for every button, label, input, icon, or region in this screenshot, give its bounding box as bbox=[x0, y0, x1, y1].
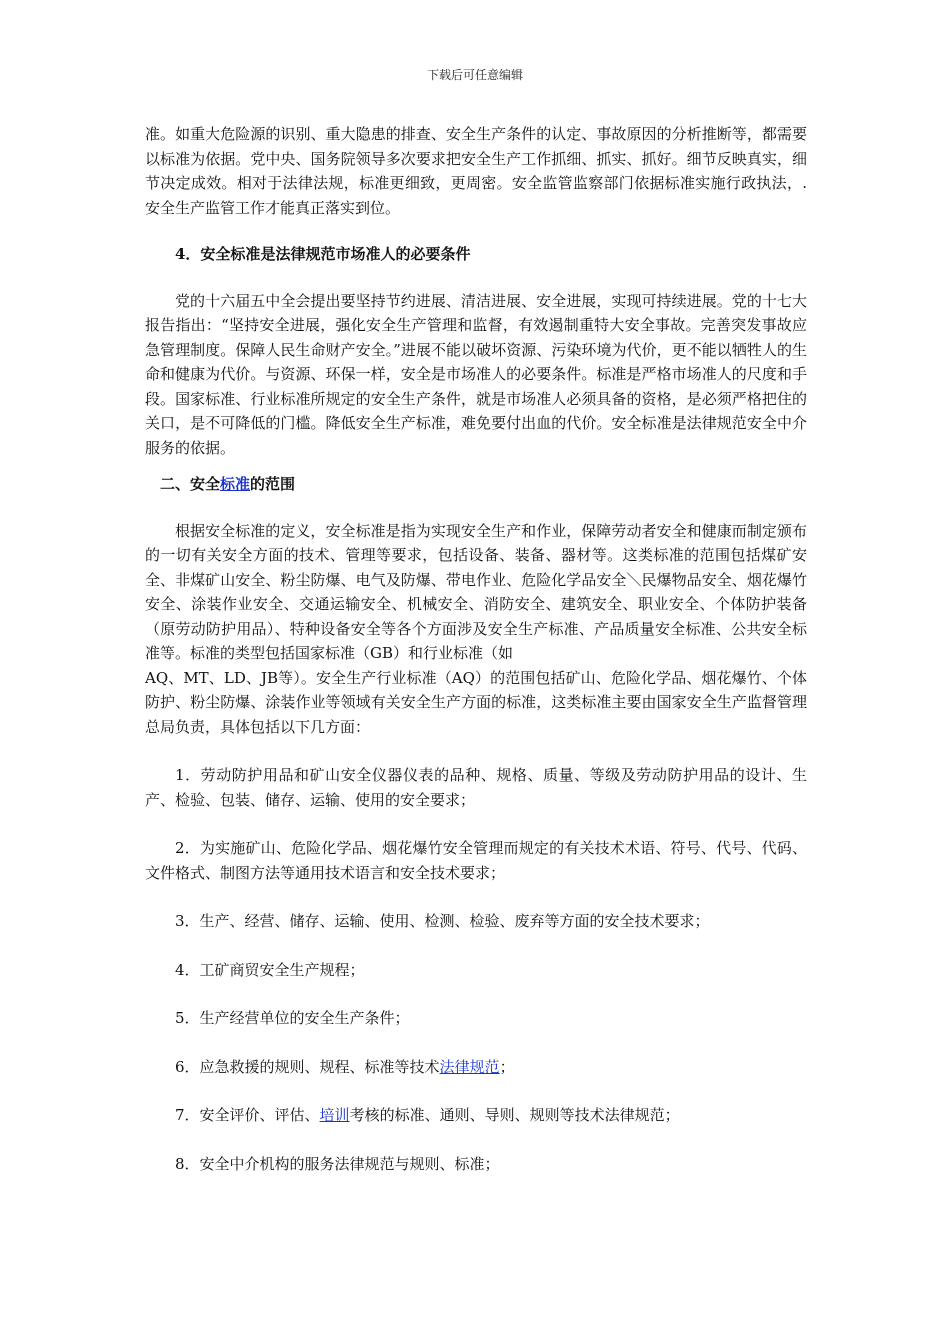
list-item-7-suffix: 考核的标准、通则、导则、规则等技术法律规范； bbox=[349, 1106, 680, 1124]
list-item-2: 2．为实施矿山、危险化学品、烟花爆竹安全管理而规定的有关技术术语、符号、代号、代码、文件格式、制图方法等通用技术语言和安全技术要求； bbox=[145, 839, 807, 882]
heading-prefix: 二、安全 bbox=[160, 475, 221, 493]
list-item-6-suffix: ； bbox=[499, 1057, 515, 1076]
section-heading-4: 4．安全标准是法律规范市场准人的必要条件 bbox=[175, 245, 471, 263]
page-header: 下载后可任意编辑 bbox=[426, 68, 523, 82]
paragraph-standards-detail: 准。如重大危险源的识别、重大隐患的排查、安全生产条件的认定、事故原因的分析推断等，都需要以标准为依据。党中央、国务院领导多次要求把安全生产工作抓细、抓实、抓好。细节反映真实，细节决定成效。相对于法律法规，标准更细致，更周密。安全监管监察部门依据标准实施行政执法，. 安全生产监管工作才能真正落实到位。 bbox=[145, 125, 807, 217]
paragraph-scope-continued: AQ、MT、LD、JB等）。安全生产行业标准（AQ）的范围包括矿山、危险化学品、烟花爆竹、个体防护、粉尘防爆、涂装作业等领域有关安全生产方面的标准，这类标准主要由国家安全生产监督管理总局负责，具体包括以下几方面： bbox=[145, 668, 807, 736]
list-item-5: 5．生产经营单位的安全生产条件； bbox=[175, 1009, 410, 1027]
training-link[interactable]: 培训 bbox=[319, 1106, 350, 1124]
list-item-7 bbox=[145, 1103, 807, 1128]
list-item-8: 8．安全中介机构的服务法律规范与规则、标准； bbox=[175, 1154, 500, 1173]
list-item-3: 3．生产、经营、储存、运输、使用、检测、检验、废弃等方面的安全技术要求； bbox=[175, 912, 710, 930]
list-item-6-prefix: 6．应急救援的规则、规程、标准等技术 bbox=[175, 1057, 440, 1076]
paragraph-market-access: 党的十六届五中全会提出要坚持节约进展、清洁进展、安全进展，实现可持续进展。党的十七大报告指出：“坚持安全进展，强化安全生产管理和监督，有效遏制重特大安全事故。完善突发事故应急管理制度。保障人民生命财产安全。”进展不能以破坏资源、污染环境为代价，更不能以牺牲人的生命和健康为代价。与资源、环保一样，安全是市场准人的必要条件。标准是严格市场准人的尺度和手段。国家标准、行业标准所规定的安全生产条件，就是市场准人必须具备的资格，是必须严格把住的关口，是不可降低的门槛。降低安全生产标准，难免要付出血的代价。安全标准是法律规范安全中介服务的依据。 bbox=[145, 291, 807, 457]
standards-link[interactable]: 标准 bbox=[220, 475, 251, 493]
list-item-4: 4．工矿商贸安全生产规程； bbox=[175, 960, 365, 979]
list-item-6 bbox=[145, 1055, 807, 1080]
legal-norms-link[interactable]: 法律规范 bbox=[439, 1057, 500, 1076]
document-body bbox=[145, 122, 807, 1176]
heading-suffix: 的范围 bbox=[250, 475, 296, 493]
paragraph-scope-definition: 根据安全标准的定义，安全标准是指为实现安全生产和作业，保障劳动者安全和健康而制定颁布的一切有关安全方面的技术、管理等要求，包括设备、装备、器材等。这类标准的范围包括煤矿安全、非煤矿山安全、粉尘防爆、电气及防爆、带电作业、危险化学品安全＼民爆物品安全、烟花爆竹安全、涂装作业安全、交通运输安全、机械安全、消防安全、建筑安全、职业安全、个体防护装备（原劳动防护用品）、特种设备安全等各个方面涉及安全生产标准、产品质量安全标准、公共安全标准等。标准的类型包括国家标准（GB）和行业标准（如 bbox=[145, 521, 807, 662]
list-item-7-prefix: 7．安全评价、评估、 bbox=[175, 1106, 320, 1124]
list-item-1: 1．劳动防护用品和矿山安全仪器仪表的品种、规格、质量、等级及劳动防护用品的设计、生产、检验、包装、储存、运输、使用的安全要求； bbox=[145, 766, 807, 809]
section-heading-scope bbox=[145, 472, 807, 497]
